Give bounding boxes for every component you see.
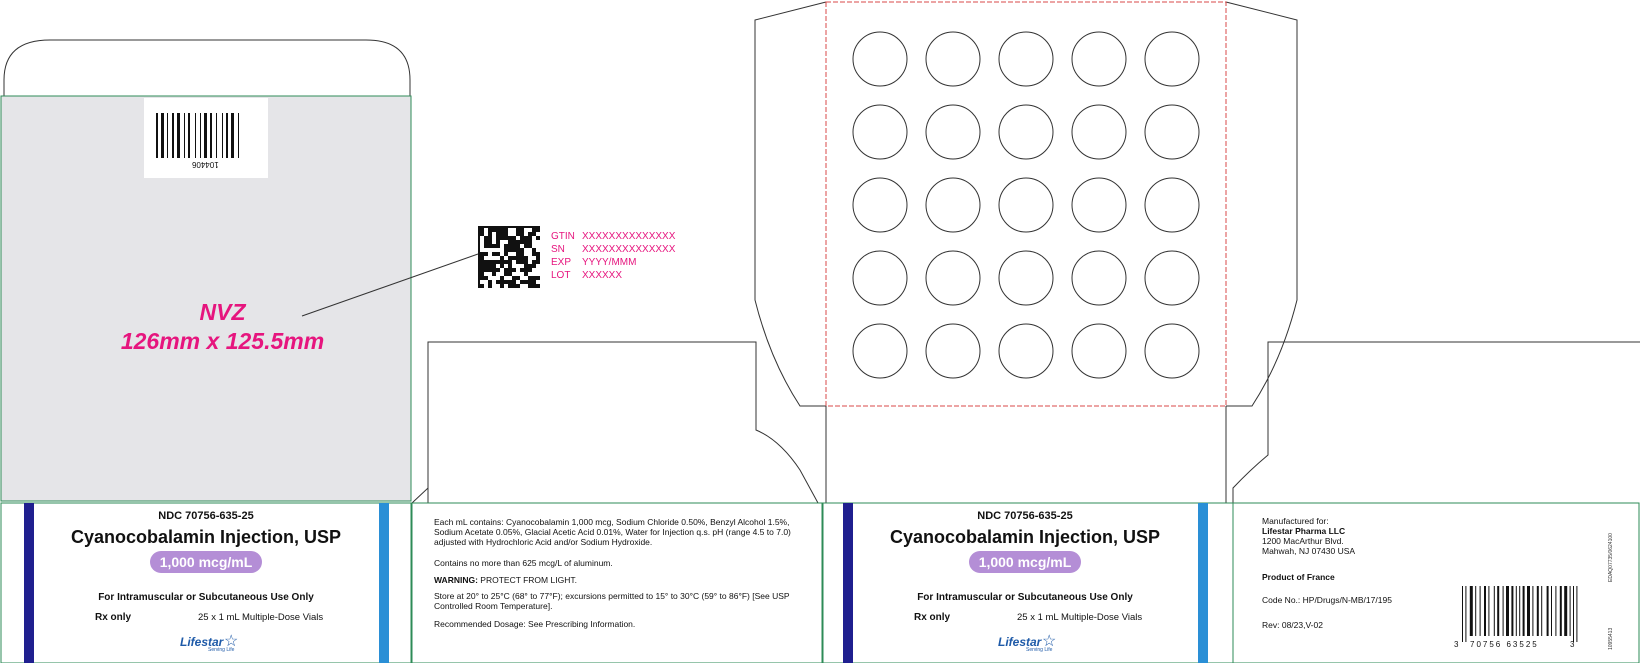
barcode-bar (210, 113, 212, 158)
rx-only-left: Rx only (95, 612, 132, 623)
dm-cell (488, 272, 492, 276)
storage-text: Store at 20° to 25°C (68° to 77°F); excursions permitted to 15° to 30°C (59° to 86°F) [See USP Controlled Room Temperature]. (434, 591, 790, 611)
dm-cell (484, 232, 488, 236)
dm-cell (492, 248, 496, 252)
dm-cell (528, 260, 532, 264)
dm-cell (504, 264, 508, 268)
vial-hole (999, 251, 1053, 305)
pack-size-center: 25 x 1 mL Multiple-Dose Vials (1017, 612, 1143, 623)
dm-cell (492, 232, 496, 236)
upc-bar (1484, 586, 1486, 636)
vial-hole (1072, 251, 1126, 305)
dm-cell (480, 248, 484, 252)
dm-cell (536, 268, 540, 272)
logo-tagline-left: Serving Life (208, 647, 235, 653)
vial-hole (1072, 178, 1126, 232)
aluminum-text: Contains no more than 625 mcg/L of aluminum. (434, 558, 613, 568)
code-number: Code No.: HP/Drugs/N-MB/17/195 (1262, 595, 1392, 605)
route-left: For Intramuscular or Subcutaneous Use Only (98, 592, 314, 603)
vial-hole (1145, 178, 1199, 232)
dm-cell (536, 244, 540, 248)
vial-hole (926, 324, 980, 378)
dm-cell (488, 276, 492, 280)
dm-cell (516, 272, 520, 276)
logo-name-left: Lifestar (180, 635, 224, 649)
dm-cell (484, 280, 488, 284)
barcode-bar (172, 113, 174, 158)
barcode-bar (184, 113, 185, 158)
lot-label: LOT (551, 270, 571, 281)
upc-bar (1573, 586, 1574, 642)
dm-cell (536, 272, 540, 276)
dm-cell (532, 272, 536, 276)
dm-cell (536, 264, 540, 268)
dm-cell (536, 232, 540, 236)
upc-bar (1547, 586, 1549, 636)
dosage-text: Recommended Dosage: See Prescribing Information. (434, 619, 636, 629)
navy-bar-left (24, 503, 34, 663)
vial-hole (1072, 324, 1126, 378)
dm-cell (520, 284, 524, 288)
route-center: For Intramuscular or Subcutaneous Use Only (917, 592, 1133, 603)
upc-digits-middle: 70756 63525 (1470, 640, 1539, 649)
dm-cell (524, 232, 528, 236)
upc-bar (1506, 586, 1509, 636)
dm-cell (480, 244, 484, 248)
dm-cell (480, 280, 484, 284)
strength-pill-center: 1,000 mcg/mL (969, 551, 1082, 573)
upc-bar (1527, 586, 1530, 636)
nvz-label (110, 298, 335, 356)
dm-cell (480, 240, 484, 244)
lot-value: XXXXXX (582, 270, 623, 281)
dm-cell (500, 248, 504, 252)
upc-bar (1516, 586, 1517, 636)
address-line1: 1200 MacArthur Blvd. (1262, 536, 1344, 546)
barcode-bar (226, 113, 228, 158)
logo-name-center: Lifestar (998, 635, 1042, 649)
vial-hole (926, 32, 980, 86)
upc-bar (1532, 586, 1533, 636)
composition-text: Each mL contains: Cyanocobalamin 1,000 mcg, Sodium Chloride 0.50%, Benzyl Alcohol 1.5%, Sodium Acetate 0.05%, Glacial Acetic Acid 0.01%, Water for Injection q.s. pH (range 4.5 to 7.0) adjusted with Hydrochloric Acid and/or Sodium Hydroxide. (434, 517, 791, 547)
vial-hole (1145, 105, 1199, 159)
dm-cell (528, 272, 532, 276)
dm-cell (484, 248, 488, 252)
dm-cell (508, 276, 512, 280)
barcode-bar (167, 113, 168, 158)
top-tuck-flap (4, 40, 410, 96)
vial-hole (926, 178, 980, 232)
dm-cell (516, 236, 520, 240)
revision: Rev: 08/23,V-02 (1262, 620, 1323, 630)
barcode-bar (161, 113, 164, 158)
company-name: Lifestar Pharma LLC (1262, 526, 1346, 536)
dm-cell (520, 264, 524, 268)
dm-cell (488, 248, 492, 252)
lot-row (551, 269, 675, 282)
dm-cell (504, 256, 508, 260)
star-icon: ☆ (224, 633, 239, 650)
dm-cell (504, 276, 508, 280)
dm-cell (536, 248, 540, 252)
dm-cell (508, 228, 512, 232)
exp-label: EXP (551, 257, 572, 268)
dm-cell (524, 252, 528, 256)
dm-cell (492, 240, 496, 244)
gtin-row (551, 230, 675, 243)
side-dust-flap (428, 342, 818, 503)
navy-bar-center (843, 503, 853, 663)
strength-pill-left: 1,000 mcg/mL (150, 551, 263, 573)
warning-label: WARNING: (434, 575, 478, 585)
dm-cell (536, 280, 540, 284)
tray-side-right (1226, 2, 1297, 406)
dm-cell (528, 228, 532, 232)
dm-cell (512, 252, 516, 256)
upc-bar (1576, 586, 1577, 642)
dm-cell (492, 256, 496, 260)
dm-cell (512, 272, 516, 276)
dm-cell (516, 280, 520, 284)
dm-cell (492, 284, 496, 288)
dm-cell (504, 284, 508, 288)
serialization-block (551, 230, 675, 282)
dm-cell (500, 240, 504, 244)
dm-cell (500, 252, 504, 256)
upc-digit-right: 3 (1570, 640, 1575, 649)
strength-pill-center-wrap (855, 554, 1195, 572)
vial-holes (853, 32, 1199, 378)
vial-tray (826, 2, 1226, 406)
exp-row (551, 256, 675, 269)
barcode-bar (200, 113, 201, 158)
upc-bar (1523, 586, 1525, 636)
vial-hole (999, 324, 1053, 378)
upc-bar (1570, 586, 1571, 636)
upc-bar (1465, 586, 1466, 642)
ndc-center: NDC 70756-635-25 (977, 510, 1073, 522)
upc-bar (1470, 586, 1473, 636)
dm-cell (496, 248, 500, 252)
upc-bar (1564, 586, 1567, 636)
strength-pill-left-wrap (36, 554, 376, 572)
product-name-center: Cyanocobalamin Injection, USP (889, 527, 1161, 547)
dm-cell (504, 240, 508, 244)
vial-hole (1072, 32, 1126, 86)
vial-hole (999, 178, 1053, 232)
manufacturer-block (1262, 516, 1355, 556)
vial-hole (1145, 324, 1199, 378)
upc-bar (1511, 586, 1513, 636)
vial-hole (999, 105, 1053, 159)
dm-cell (524, 284, 528, 288)
gtin-value: XXXXXXXXXXXXXX (582, 231, 676, 242)
dm-cell (532, 244, 536, 248)
dm-cell (492, 280, 496, 284)
dm-cell (520, 272, 524, 276)
barcode-bar (204, 113, 207, 158)
upc-bar (1494, 586, 1495, 636)
nvz-line1: NVZ (199, 299, 246, 325)
upc-bar (1560, 586, 1562, 636)
upc-bar (1475, 586, 1476, 636)
dm-cell (524, 248, 528, 252)
barcode-bar (238, 113, 239, 158)
vial-hole (926, 251, 980, 305)
dm-cell (492, 276, 496, 280)
star-icon: ☆ (1042, 633, 1057, 650)
dm-cell (488, 252, 492, 256)
ndc-left: NDC 70756-635-25 (158, 510, 254, 522)
dm-cell (512, 232, 516, 236)
rx-only-center: Rx only (914, 612, 951, 623)
dm-cell (512, 228, 516, 232)
dm-cell (532, 268, 536, 272)
vertical-code-2: 10955413 (1608, 627, 1614, 650)
dm-cell (516, 268, 520, 272)
dm-cell (532, 240, 536, 244)
dm-cell (528, 248, 532, 252)
vial-hole (853, 324, 907, 378)
dm-cell (528, 252, 532, 256)
upc-bar (1555, 586, 1556, 636)
upc-bar (1519, 586, 1520, 636)
dm-cell (484, 284, 488, 288)
dm-cell (520, 276, 524, 280)
dm-cell (500, 268, 504, 272)
upc-bar (1488, 586, 1489, 636)
vertical-code-1: EDAQ07735/0624100 (1608, 533, 1614, 582)
mfd-for: Manufactured for: (1262, 516, 1329, 526)
vial-hole (1145, 32, 1199, 86)
dm-cell (520, 244, 524, 248)
dm-cell (480, 236, 484, 240)
vial-hole (999, 32, 1053, 86)
pack-size-left: 25 x 1 mL Multiple-Dose Vials (198, 612, 324, 623)
vial-hole (926, 105, 980, 159)
upc-bar (1480, 586, 1481, 636)
vial-hole (853, 178, 907, 232)
address-line2: Mahwah, NJ 07430 USA (1262, 546, 1356, 556)
barcode-bar (188, 113, 190, 158)
gtin-label: GTIN (551, 231, 575, 242)
dm-cell (500, 272, 504, 276)
lifestar-logo-left (180, 633, 260, 655)
sn-row (551, 243, 675, 256)
dm-cell (512, 264, 516, 268)
warning-text (434, 575, 577, 585)
dm-cell (488, 256, 492, 260)
logo-tagline-center: Serving Life (1026, 647, 1053, 653)
dm-cell (496, 256, 500, 260)
warning-body: PROTECT FROM LIGHT. (477, 575, 577, 585)
dm-cell (524, 276, 528, 280)
dm-cell (536, 240, 540, 244)
upc-bar (1537, 586, 1539, 636)
dm-cell (508, 252, 512, 256)
sn-value: XXXXXXXXXXXXXX (582, 244, 676, 255)
dm-cell (512, 260, 516, 264)
vial-hole (1145, 251, 1199, 305)
cyan-bar-left (379, 503, 389, 663)
dm-cell (496, 276, 500, 280)
dm-cell (484, 272, 488, 276)
barcode-bar (222, 113, 223, 158)
dm-cell (496, 284, 500, 288)
dm-cell (484, 256, 488, 260)
cyan-bar-center (1198, 503, 1208, 663)
dm-cell (484, 228, 488, 232)
upc-digit-left: 3 (1454, 640, 1459, 649)
right-dust-flap (1233, 342, 1640, 503)
barcode-bar (195, 113, 196, 158)
top-barcode-number: 104406 (192, 160, 219, 169)
dm-cell (516, 264, 520, 268)
upc-bar (1462, 586, 1463, 642)
vial-hole (853, 32, 907, 86)
dm-cell (500, 244, 504, 248)
vial-hole (853, 105, 907, 159)
tray-side-left (755, 2, 826, 406)
nvz-line2: 126mm x 125.5mm (120, 328, 325, 354)
product-origin: Product of France (1262, 572, 1335, 582)
upc-bar (1497, 586, 1499, 636)
barcode-bar (156, 113, 158, 158)
upc-bar (1503, 586, 1504, 636)
vial-hole (1072, 105, 1126, 159)
dm-cell (508, 232, 512, 236)
dm-cell (496, 264, 500, 268)
dm-cell (532, 236, 536, 240)
dm-cell (528, 256, 532, 260)
barcode-bar (231, 113, 234, 158)
exp-value: YYYY/MMM (582, 257, 637, 268)
upc-bar (1551, 586, 1552, 636)
sn-label: SN (551, 244, 565, 255)
dm-cell (492, 236, 496, 240)
lifestar-logo-center (998, 633, 1078, 655)
dm-cell (532, 256, 536, 260)
vial-hole (853, 251, 907, 305)
dm-cell (496, 272, 500, 276)
product-name-left: Cyanocobalamin Injection, USP (70, 527, 342, 547)
barcode-bar (177, 113, 180, 158)
barcode-bar (216, 113, 217, 158)
upc-bar (1541, 586, 1542, 636)
dm-cell (524, 228, 528, 232)
